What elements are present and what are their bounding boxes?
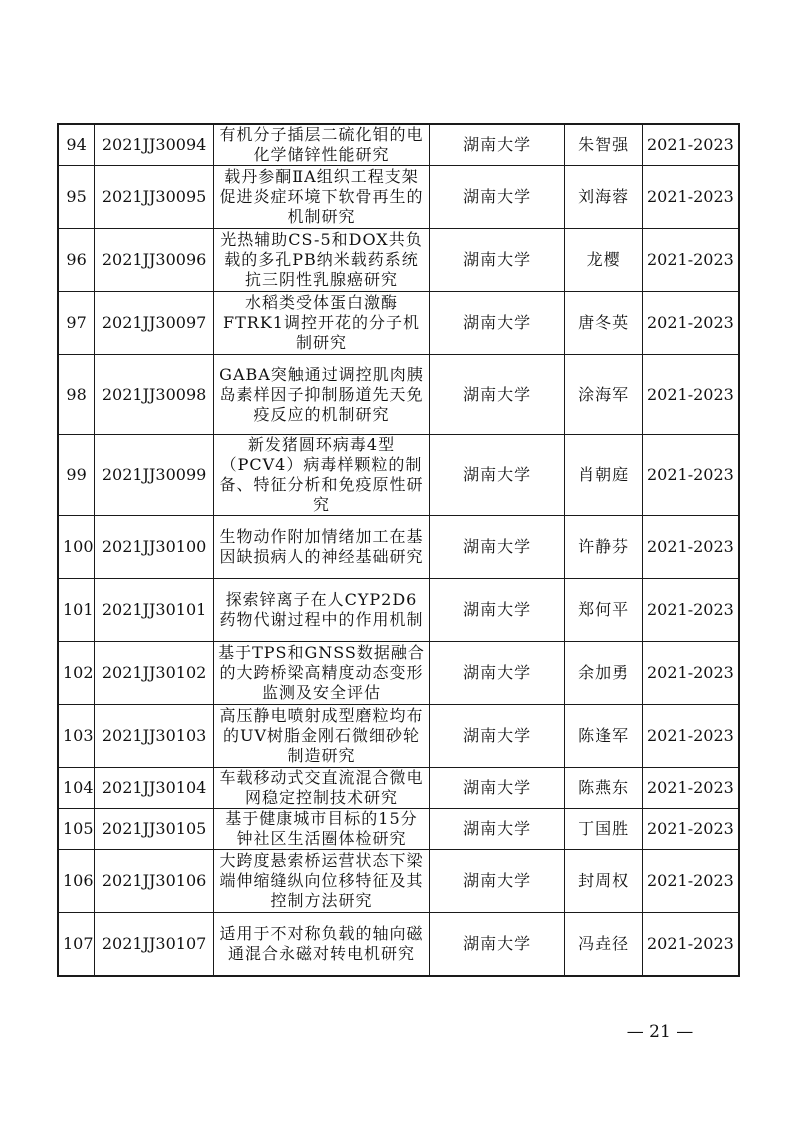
project-code: 2021JJ30102 (95, 642, 214, 705)
row-number: 104 (58, 768, 95, 809)
project-period: 2021-2023 (642, 768, 739, 809)
project-period: 2021-2023 (642, 809, 739, 850)
principal-investigator: 龙樱 (565, 229, 643, 292)
table-row (58, 166, 739, 229)
institution: 湖南大学 (429, 166, 564, 229)
project-title: 车载移动式交直流混合微电网稳定控制技术研究 (214, 768, 430, 809)
principal-investigator: 封周权 (565, 850, 643, 913)
project-period: 2021-2023 (642, 355, 739, 435)
project-title: 高压静电喷射成型磨粒均布的UV树脂金刚石微细砂轮制造研究 (214, 705, 430, 768)
project-code: 2021JJ30097 (95, 292, 214, 355)
principal-investigator: 冯垚径 (565, 913, 643, 976)
row-number: 106 (58, 850, 95, 913)
principal-investigator: 肖朝庭 (565, 435, 643, 516)
project-period: 2021-2023 (642, 705, 739, 768)
project-title: 适用于不对称负载的轴向磁通混合永磁对转电机研究 (214, 913, 430, 976)
row-number: 98 (58, 355, 95, 435)
project-title: 基于TPS和GNSS数据融合的大跨桥梁高精度动态变形监测及安全评估 (214, 642, 430, 705)
project-title: 新发猪圆环病毒4型（PCV4）病毒样颗粒的制备、特征分析和免疫原性研究 (214, 435, 430, 516)
table-row (58, 292, 739, 355)
institution: 湖南大学 (429, 579, 564, 642)
project-code: 2021JJ30099 (95, 435, 214, 516)
page-number: — 21 — (626, 1022, 694, 1042)
project-period: 2021-2023 (642, 516, 739, 579)
row-number: 103 (58, 705, 95, 768)
table-row (58, 850, 739, 913)
project-title: 探索锌离子在人CYP2D6药物代谢过程中的作用机制 (214, 579, 430, 642)
principal-investigator: 余加勇 (565, 642, 643, 705)
row-number: 96 (58, 229, 95, 292)
project-code: 2021JJ30104 (95, 768, 214, 809)
principal-investigator: 唐冬英 (565, 292, 643, 355)
institution: 湖南大学 (429, 850, 564, 913)
project-code: 2021JJ30106 (95, 850, 214, 913)
project-code: 2021JJ30095 (95, 166, 214, 229)
project-title: 载丹参酮ⅡA组织工程支架促进炎症环境下软骨再生的机制研究 (214, 166, 430, 229)
table-row (58, 579, 739, 642)
institution: 湖南大学 (429, 516, 564, 579)
row-number: 105 (58, 809, 95, 850)
institution: 湖南大学 (429, 292, 564, 355)
table-body (58, 124, 739, 976)
table-row (58, 913, 739, 976)
institution: 湖南大学 (429, 642, 564, 705)
principal-investigator: 涂海军 (565, 355, 643, 435)
row-number: 99 (58, 435, 95, 516)
project-code: 2021JJ30103 (95, 705, 214, 768)
project-code: 2021JJ30101 (95, 579, 214, 642)
table-row (58, 516, 739, 579)
institution: 湖南大学 (429, 124, 564, 166)
project-code: 2021JJ30107 (95, 913, 214, 976)
project-title: GABA突触通过调控肌肉胰岛素样因子抑制肠道先天免疫反应的机制研究 (214, 355, 430, 435)
row-number: 97 (58, 292, 95, 355)
project-period: 2021-2023 (642, 166, 739, 229)
institution: 湖南大学 (429, 435, 564, 516)
row-number: 100 (58, 516, 95, 579)
table-row (58, 809, 739, 850)
principal-investigator: 刘海蓉 (565, 166, 643, 229)
project-code: 2021JJ30098 (95, 355, 214, 435)
principal-investigator: 郑何平 (565, 579, 643, 642)
project-title: 基于健康城市目标的15分钟社区生活圈体检研究 (214, 809, 430, 850)
project-title: 生物动作附加情绪加工在基因缺损病人的神经基础研究 (214, 516, 430, 579)
row-number: 95 (58, 166, 95, 229)
project-period: 2021-2023 (642, 292, 739, 355)
principal-investigator: 朱智强 (565, 124, 643, 166)
row-number: 107 (58, 913, 95, 976)
project-title: 大跨度悬索桥运营状态下梁端伸缩缝纵向位移特征及其控制方法研究 (214, 850, 430, 913)
principal-investigator: 陈逢军 (565, 705, 643, 768)
principal-investigator: 丁国胜 (565, 809, 643, 850)
project-title: 水稻类受体蛋白激酶FTRK1调控开花的分子机制研究 (214, 292, 430, 355)
institution: 湖南大学 (429, 705, 564, 768)
row-number: 102 (58, 642, 95, 705)
table-row (58, 705, 739, 768)
project-table (57, 123, 740, 977)
project-period: 2021-2023 (642, 124, 739, 166)
institution: 湖南大学 (429, 913, 564, 976)
project-period: 2021-2023 (642, 913, 739, 976)
project-period: 2021-2023 (642, 435, 739, 516)
institution: 湖南大学 (429, 355, 564, 435)
project-period: 2021-2023 (642, 579, 739, 642)
table-row (58, 355, 739, 435)
institution: 湖南大学 (429, 229, 564, 292)
table-row (58, 124, 739, 166)
institution: 湖南大学 (429, 809, 564, 850)
project-code: 2021JJ30096 (95, 229, 214, 292)
table-row (58, 768, 739, 809)
project-period: 2021-2023 (642, 642, 739, 705)
project-title: 有机分子插层二硫化钼的电化学储锌性能研究 (214, 124, 430, 166)
principal-investigator: 陈燕东 (565, 768, 643, 809)
project-title: 光热辅助CS-5和DOX共负载的多孔PB纳米载药系统抗三阴性乳腺癌研究 (214, 229, 430, 292)
table-row (58, 435, 739, 516)
project-code: 2021JJ30094 (95, 124, 214, 166)
institution: 湖南大学 (429, 768, 564, 809)
row-number: 101 (58, 579, 95, 642)
principal-investigator: 许静芬 (565, 516, 643, 579)
table-row (58, 642, 739, 705)
project-code: 2021JJ30100 (95, 516, 214, 579)
table-row (58, 229, 739, 292)
project-period: 2021-2023 (642, 850, 739, 913)
project-period: 2021-2023 (642, 229, 739, 292)
project-code: 2021JJ30105 (95, 809, 214, 850)
row-number: 94 (58, 124, 95, 166)
